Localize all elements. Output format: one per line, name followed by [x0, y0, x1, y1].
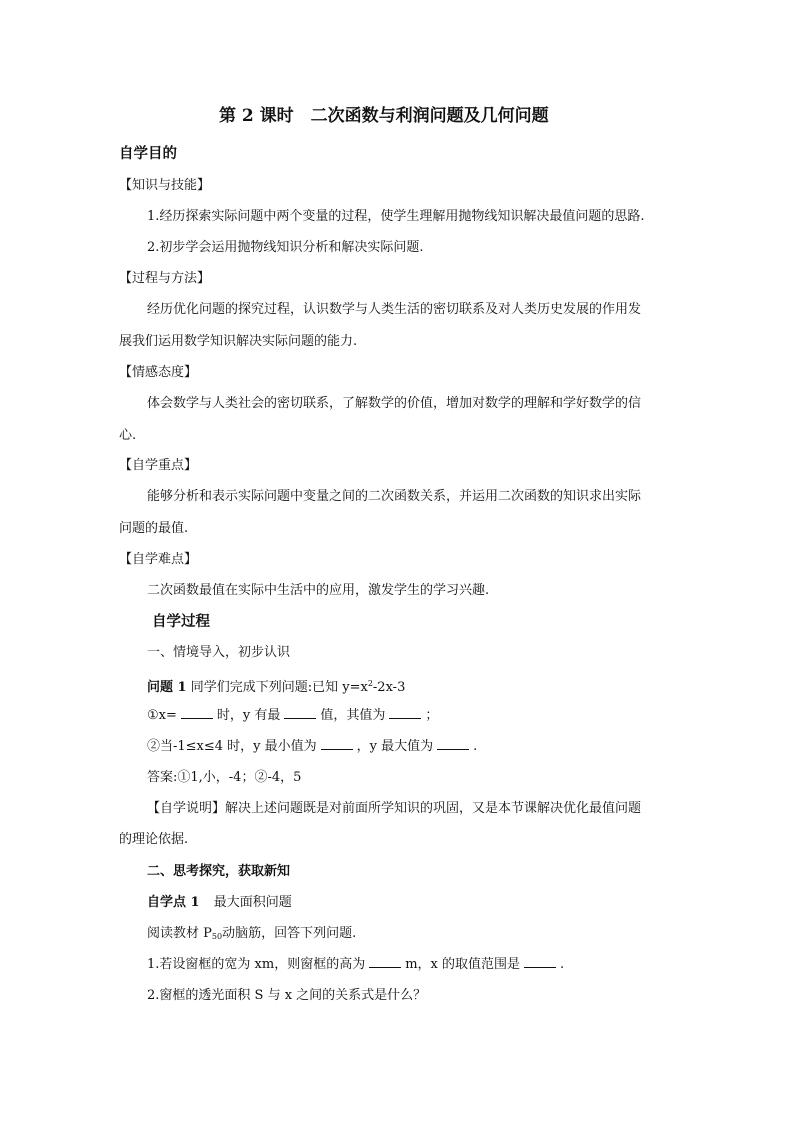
problem-1: [147, 674, 405, 698]
difficulties-text: 二次函数最值在实际中生活中的应用，激发学生的学习兴趣.: [147, 583, 490, 598]
section1-title: 一、情境导入，初步认识: [147, 645, 291, 660]
problem-tail: -2x-3: [372, 680, 406, 695]
attitude-text-line1: 体会数学与人类社会的密切联系，了解数学的价值，增加对数学的理解和学好数学的信: [147, 396, 642, 411]
answer-blank[interactable]: [321, 737, 353, 750]
q2-part-b: ，y 最大值为: [356, 739, 434, 754]
attitude-label: 【情感态度】: [119, 365, 198, 380]
page-number: 50: [211, 932, 223, 941]
page-title: 第 2 课时 二次函数与利润问题及几何问题: [219, 106, 549, 126]
problem-text: 同学们完成下列问题:已知 y=x: [190, 680, 368, 695]
difficulties-label: 【自学难点】: [119, 552, 198, 567]
process-heading: 自学过程: [152, 613, 210, 630]
q1-part-a: ①x=: [147, 708, 177, 723]
problem-exponent: 2: [367, 679, 373, 688]
question-1: [147, 706, 438, 726]
knowledge-item-1: 1.经历探索实际问题中两个变量的过程，使学生理解用抛物线知识解决最值问题的思路.: [147, 209, 645, 224]
note-label: 【自学说明】: [147, 801, 226, 816]
answer-blank[interactable]: [524, 955, 556, 968]
q2-part-a: ②当-1≤x≤4 时，y 最小值为: [147, 739, 317, 754]
note-text: 解决上述问题既是对前面所学知识的巩固，又是本节课解决优化最值问题: [225, 801, 642, 816]
process-text-line1: 经历优化问题的探究过程，认识数学与人类生活的密切联系及对人类历史发展的作用发: [147, 302, 642, 317]
s2q1-part-a: 1.若设窗框的宽为 xm，则窗框的高为: [147, 957, 366, 972]
read-part-a: 阅读教材 P: [147, 926, 212, 941]
s2q1-part-b: m，x 的取值范围是: [405, 957, 520, 972]
s2q1-part-c: .: [560, 957, 565, 972]
key-points-text-line1: 能够分析和表示实际问题中变量之间的二次函数关系，并运用二次函数的知识求出实际: [147, 489, 642, 504]
answer-blank[interactable]: [181, 706, 213, 719]
attitude-text-line2: 心.: [119, 428, 137, 443]
section2-question-2: 2.窗框的透光面积 S 与 x 之间的关系式是什么？: [147, 988, 427, 1003]
study-point-1: [147, 893, 292, 913]
note-line1: [147, 799, 641, 819]
answer-blank[interactable]: [389, 706, 421, 719]
section2-title: 二、思考探究，获取新知: [147, 864, 291, 879]
q2-part-c: .: [473, 739, 478, 754]
q1-part-b: 时，y 有最: [216, 708, 281, 723]
objectives-heading: 自学目的: [119, 145, 177, 162]
problem-label: 问题 1: [147, 680, 187, 695]
knowledge-item-2: 2.初步学会运用抛物线知识分析和解决实际问题.: [147, 240, 424, 255]
knowledge-label: 【知识与技能】: [119, 178, 211, 193]
question-2: [147, 737, 477, 757]
process-text-line2: 展我们运用数学知识解决实际问题的能力.: [119, 334, 358, 349]
study-point-title: 最大面积问题: [213, 895, 292, 910]
read-instruction: [147, 924, 356, 947]
section2-question-1: [147, 955, 564, 975]
key-points-text-line2: 问题的最值.: [119, 521, 189, 536]
process-label: 【过程与方法】: [119, 271, 211, 286]
read-part-b: 动脑筋，回答下列问题.: [222, 926, 357, 941]
answer-text: 答案:①1,小，-4；②-4，5: [147, 770, 302, 785]
answer-blank[interactable]: [284, 706, 316, 719]
answer-blank[interactable]: [437, 737, 469, 750]
study-point-label: 自学点 1: [147, 895, 200, 910]
key-points-label: 【自学重点】: [119, 458, 198, 473]
note-line2: 的理论依据.: [119, 832, 189, 847]
q1-part-c: 值，其值为: [320, 708, 386, 723]
answer-blank[interactable]: [369, 955, 401, 968]
q1-part-d: ；: [425, 708, 439, 723]
